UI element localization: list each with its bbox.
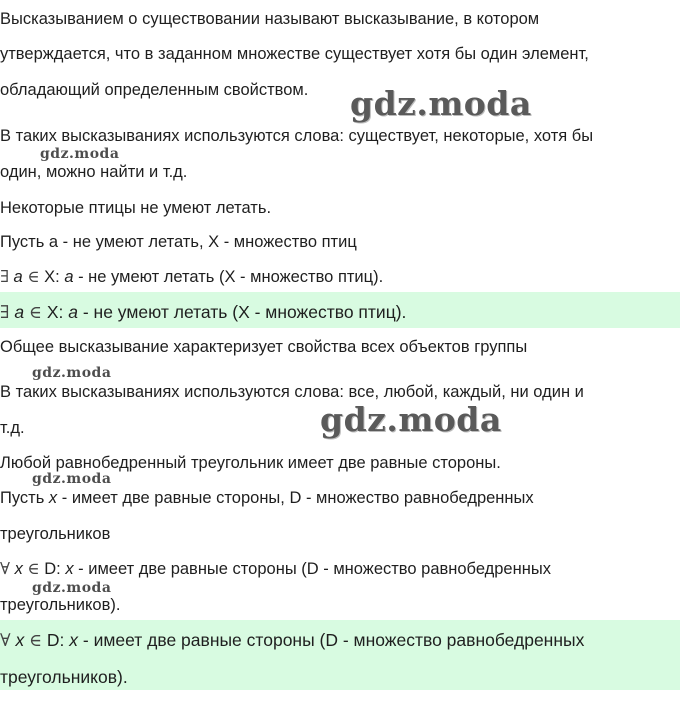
paragraph-line: Пусть a - не умеют летать, X - множество птиц <box>0 233 357 251</box>
forall-formula-highlighted-continuation: треугольников). <box>0 667 128 687</box>
formula-variable: x <box>14 560 23 578</box>
watermark-logo: gdz.moda <box>350 84 532 123</box>
paragraph-line: В таких высказываниях используются слова: все, любой, каждый, ни один и <box>0 383 584 401</box>
formula-text: - имеет две равные стороны (D - множество равнобедренных <box>78 630 585 650</box>
set-label: D: <box>44 560 61 578</box>
let-prefix: Пусть <box>0 489 49 507</box>
set-label: X: <box>46 302 64 322</box>
forall-symbol: ∀ <box>0 559 10 578</box>
paragraph-line: Общее высказывание характеризует свойства всех объектов группы <box>0 338 528 356</box>
set-label: D: <box>46 630 65 650</box>
watermark-logo: gdz.moda <box>40 146 120 162</box>
element-of-symbol: ∈ <box>29 631 43 651</box>
element-of-symbol: ∈ <box>27 267 40 286</box>
let-text: - имеет две равные стороны, D - множество равнобедренных <box>57 489 534 507</box>
exists-formula-highlighted <box>0 301 406 324</box>
set-label: X: <box>44 268 60 286</box>
watermark-logo: gdz.moda <box>32 580 112 596</box>
paragraph-line: В таких высказываниях используются слова: существует, некоторые, хотя бы <box>0 127 594 145</box>
paragraph-line: Высказыванием о существовании называют высказывание, в котором <box>0 10 540 28</box>
paragraph-line: один, можно найти и т.д. <box>0 163 188 181</box>
formula-variable: x <box>69 630 79 650</box>
formula-variable: x <box>48 489 58 507</box>
formula-variable: a <box>64 268 74 286</box>
forall-formula-continuation: треугольников). <box>0 596 121 614</box>
paragraph-line: Любой равнобедренный треугольник имеет две равные стороны. <box>0 454 501 472</box>
formula-variable: a <box>14 302 25 322</box>
let-x-line <box>0 487 534 509</box>
exists-symbol: ∃ <box>0 267 9 286</box>
formula-variable: a <box>68 302 78 322</box>
element-of-symbol: ∈ <box>28 303 42 323</box>
exists-symbol: ∃ <box>0 303 10 323</box>
watermark-logo: gdz.moda <box>32 471 112 487</box>
forall-formula <box>0 558 551 580</box>
formula-text: - не умеют летать (X - множество птиц). <box>77 302 407 322</box>
formula-variable: x <box>65 560 74 578</box>
paragraph-line: т.д. <box>0 419 25 437</box>
exists-formula <box>0 266 383 288</box>
element-of-symbol: ∈ <box>27 559 40 578</box>
watermark-logo: gdz.moda <box>32 365 112 381</box>
formula-variable: a <box>13 268 23 286</box>
formula-variable: x <box>15 630 25 650</box>
paragraph-line: треугольников <box>0 525 111 543</box>
paragraph-line: Некоторые птицы не умеют летать. <box>0 199 272 217</box>
paragraph-line: обладающий определенным свойством. <box>0 81 309 99</box>
watermark-logo: gdz.moda <box>320 400 502 439</box>
formula-text: - не умеют летать (X - множество птиц). <box>73 268 384 286</box>
forall-symbol: ∀ <box>0 631 11 651</box>
paragraph-line: утверждается, что в заданном множестве существует хотя бы один элемент, <box>0 45 589 63</box>
formula-text: - имеет две равные стороны (D - множество равнобедренных <box>73 560 551 578</box>
forall-formula-highlighted <box>0 629 584 652</box>
